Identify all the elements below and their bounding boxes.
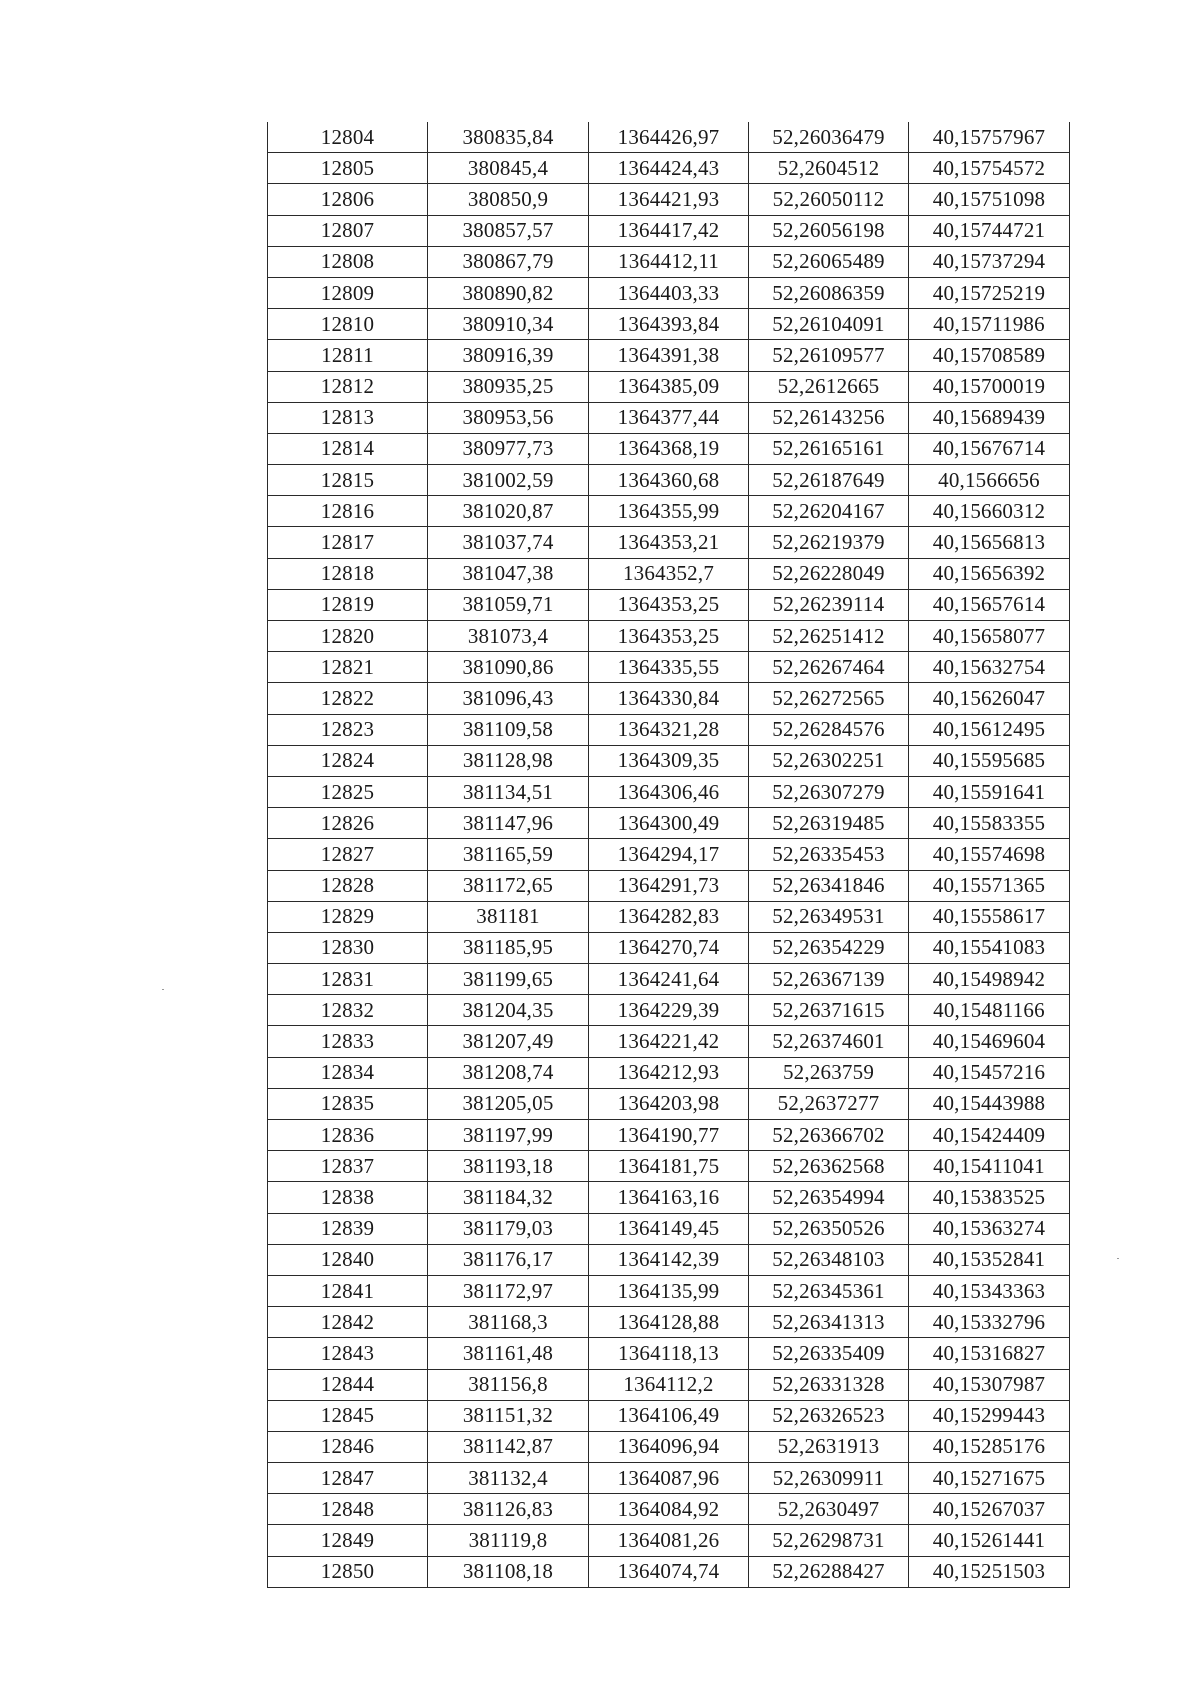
- table-row: [268, 558, 1070, 589]
- latitude-cell: 52,26143256: [749, 402, 909, 433]
- y-coordinate-cell: 1364368,19: [589, 433, 749, 464]
- point-number-cell: 12847: [268, 1463, 428, 1494]
- longitude-cell: 40,15757967: [909, 122, 1070, 153]
- y-coordinate-cell: 1364385,09: [589, 371, 749, 402]
- table-row: [268, 1338, 1070, 1369]
- latitude-cell: 52,26104091: [749, 309, 909, 340]
- point-number-cell: 12843: [268, 1338, 428, 1369]
- x-coordinate-cell: 381126,83: [428, 1494, 589, 1525]
- table-row: [268, 621, 1070, 652]
- table-row: [268, 683, 1070, 714]
- table-row: [268, 122, 1070, 153]
- y-coordinate-cell: 1364135,99: [589, 1275, 749, 1306]
- latitude-cell: 52,26272565: [749, 683, 909, 714]
- x-coordinate-cell: 381168,3: [428, 1307, 589, 1338]
- y-coordinate-cell: 1364221,42: [589, 1026, 749, 1057]
- latitude-cell: 52,26341313: [749, 1307, 909, 1338]
- longitude-cell: 40,15754572: [909, 153, 1070, 184]
- x-coordinate-cell: 380977,73: [428, 433, 589, 464]
- table-row: [268, 589, 1070, 620]
- y-coordinate-cell: 1364306,46: [589, 776, 749, 807]
- point-number-cell: 12841: [268, 1275, 428, 1306]
- x-coordinate-cell: 381059,71: [428, 589, 589, 620]
- y-coordinate-cell: 1364163,16: [589, 1182, 749, 1213]
- longitude-cell: 40,15271675: [909, 1463, 1070, 1494]
- point-number-cell: 12811: [268, 340, 428, 371]
- latitude-cell: 52,26319485: [749, 808, 909, 839]
- table-row: [268, 402, 1070, 433]
- longitude-cell: 40,15708589: [909, 340, 1070, 371]
- longitude-cell: 40,15411041: [909, 1151, 1070, 1182]
- point-number-cell: 12814: [268, 433, 428, 464]
- y-coordinate-cell: 1364142,39: [589, 1244, 749, 1275]
- y-coordinate-cell: 1364294,17: [589, 839, 749, 870]
- y-coordinate-cell: 1364421,93: [589, 184, 749, 215]
- table-row: [268, 1275, 1070, 1306]
- latitude-cell: 52,26284576: [749, 714, 909, 745]
- x-coordinate-cell: 381128,98: [428, 745, 589, 776]
- longitude-cell: 40,15583355: [909, 808, 1070, 839]
- y-coordinate-cell: 1364229,39: [589, 995, 749, 1026]
- latitude-cell: 52,2637277: [749, 1088, 909, 1119]
- longitude-cell: 40,15299443: [909, 1400, 1070, 1431]
- x-coordinate-cell: 380935,25: [428, 371, 589, 402]
- x-coordinate-cell: 380857,57: [428, 215, 589, 246]
- latitude-cell: 52,26354229: [749, 932, 909, 963]
- table-row: [268, 1369, 1070, 1400]
- x-coordinate-cell: 381142,87: [428, 1431, 589, 1462]
- longitude-cell: 40,15737294: [909, 246, 1070, 277]
- point-number-cell: 12808: [268, 246, 428, 277]
- longitude-cell: 40,15443988: [909, 1088, 1070, 1119]
- table-row: [268, 153, 1070, 184]
- table-row: [268, 995, 1070, 1026]
- y-coordinate-cell: 1364321,28: [589, 714, 749, 745]
- latitude-cell: 52,26219379: [749, 527, 909, 558]
- table-row: [268, 465, 1070, 496]
- longitude-cell: 40,15457216: [909, 1057, 1070, 1088]
- y-coordinate-cell: 1364181,75: [589, 1151, 749, 1182]
- point-number-cell: 12813: [268, 402, 428, 433]
- table-row: [268, 1494, 1070, 1525]
- y-coordinate-cell: 1364424,43: [589, 153, 749, 184]
- point-number-cell: 12831: [268, 964, 428, 995]
- latitude-cell: 52,26228049: [749, 558, 909, 589]
- y-coordinate-cell: 1364118,13: [589, 1338, 749, 1369]
- x-coordinate-cell: 380850,9: [428, 184, 589, 215]
- x-coordinate-cell: 380867,79: [428, 246, 589, 277]
- point-number-cell: 12828: [268, 870, 428, 901]
- longitude-cell: 40,15676714: [909, 433, 1070, 464]
- point-number-cell: 12834: [268, 1057, 428, 1088]
- x-coordinate-cell: 380953,56: [428, 402, 589, 433]
- x-coordinate-cell: 380916,39: [428, 340, 589, 371]
- longitude-cell: 40,15316827: [909, 1338, 1070, 1369]
- y-coordinate-cell: 1364190,77: [589, 1120, 749, 1151]
- y-coordinate-cell: 1364112,2: [589, 1369, 749, 1400]
- table-row: [268, 371, 1070, 402]
- x-coordinate-cell: 380835,84: [428, 122, 589, 153]
- latitude-cell: 52,26367139: [749, 964, 909, 995]
- y-coordinate-cell: 1364270,74: [589, 932, 749, 963]
- point-number-cell: 12842: [268, 1307, 428, 1338]
- point-number-cell: 12835: [268, 1088, 428, 1119]
- point-number-cell: 12816: [268, 496, 428, 527]
- longitude-cell: 40,15558617: [909, 901, 1070, 932]
- point-number-cell: 12848: [268, 1494, 428, 1525]
- latitude-cell: 52,26302251: [749, 745, 909, 776]
- x-coordinate-cell: 381047,38: [428, 558, 589, 589]
- latitude-cell: 52,26335453: [749, 839, 909, 870]
- latitude-cell: 52,26371615: [749, 995, 909, 1026]
- longitude-cell: 40,15574698: [909, 839, 1070, 870]
- x-coordinate-cell: 381020,87: [428, 496, 589, 527]
- latitude-cell: 52,26086359: [749, 277, 909, 308]
- point-number-cell: 12807: [268, 215, 428, 246]
- x-coordinate-cell: 381109,58: [428, 714, 589, 745]
- point-number-cell: 12839: [268, 1213, 428, 1244]
- x-coordinate-cell: 381165,59: [428, 839, 589, 870]
- longitude-cell: 40,15307987: [909, 1369, 1070, 1400]
- latitude-cell: 52,26309911: [749, 1463, 909, 1494]
- table-row: [268, 1182, 1070, 1213]
- table-row: [268, 309, 1070, 340]
- longitude-cell: 40,15595685: [909, 745, 1070, 776]
- longitude-cell: 40,15612495: [909, 714, 1070, 745]
- table-row: [268, 901, 1070, 932]
- y-coordinate-cell: 1364353,21: [589, 527, 749, 558]
- latitude-cell: 52,26288427: [749, 1556, 909, 1587]
- scan-speck: [1117, 1258, 1119, 1259]
- point-number-cell: 12820: [268, 621, 428, 652]
- point-number-cell: 12809: [268, 277, 428, 308]
- y-coordinate-cell: 1364203,98: [589, 1088, 749, 1119]
- table-row: [268, 839, 1070, 870]
- y-coordinate-cell: 1364106,49: [589, 1400, 749, 1431]
- point-number-cell: 12830: [268, 932, 428, 963]
- y-coordinate-cell: 1364403,33: [589, 277, 749, 308]
- point-number-cell: 12829: [268, 901, 428, 932]
- table-row: [268, 184, 1070, 215]
- point-number-cell: 12825: [268, 776, 428, 807]
- table-row: [268, 1057, 1070, 1088]
- latitude-cell: 52,26036479: [749, 122, 909, 153]
- table-row: [268, 1307, 1070, 1338]
- x-coordinate-cell: 381132,4: [428, 1463, 589, 1494]
- table-row: [268, 714, 1070, 745]
- x-coordinate-cell: 380890,82: [428, 277, 589, 308]
- latitude-cell: 52,26056198: [749, 215, 909, 246]
- table-row: [268, 1026, 1070, 1057]
- table-row: [268, 246, 1070, 277]
- y-coordinate-cell: 1364417,42: [589, 215, 749, 246]
- point-number-cell: 12840: [268, 1244, 428, 1275]
- x-coordinate-cell: 381181: [428, 901, 589, 932]
- y-coordinate-cell: 1364128,88: [589, 1307, 749, 1338]
- x-coordinate-cell: 381037,74: [428, 527, 589, 558]
- latitude-cell: 52,26341846: [749, 870, 909, 901]
- x-coordinate-cell: 381151,32: [428, 1400, 589, 1431]
- y-coordinate-cell: 1364087,96: [589, 1463, 749, 1494]
- y-coordinate-cell: 1364241,64: [589, 964, 749, 995]
- point-number-cell: 12815: [268, 465, 428, 496]
- y-coordinate-cell: 1364074,74: [589, 1556, 749, 1587]
- y-coordinate-cell: 1364084,92: [589, 1494, 749, 1525]
- x-coordinate-cell: 381205,05: [428, 1088, 589, 1119]
- point-number-cell: 12845: [268, 1400, 428, 1431]
- latitude-cell: 52,2630497: [749, 1494, 909, 1525]
- latitude-cell: 52,26267464: [749, 652, 909, 683]
- x-coordinate-cell: 381184,32: [428, 1182, 589, 1213]
- point-number-cell: 12812: [268, 371, 428, 402]
- point-number-cell: 12806: [268, 184, 428, 215]
- table-row: [268, 215, 1070, 246]
- longitude-cell: 40,15689439: [909, 402, 1070, 433]
- point-number-cell: 12846: [268, 1431, 428, 1462]
- longitude-cell: 40,15751098: [909, 184, 1070, 215]
- longitude-cell: 40,15744721: [909, 215, 1070, 246]
- scan-speck: [162, 989, 164, 990]
- point-number-cell: 12821: [268, 652, 428, 683]
- y-coordinate-cell: 1364355,99: [589, 496, 749, 527]
- table-row: [268, 1120, 1070, 1151]
- coordinates-table-body: [268, 122, 1070, 1587]
- y-coordinate-cell: 1364096,94: [589, 1431, 749, 1462]
- table-row: [268, 496, 1070, 527]
- longitude-cell: 40,15660312: [909, 496, 1070, 527]
- longitude-cell: 40,15285176: [909, 1431, 1070, 1462]
- x-coordinate-cell: 381193,18: [428, 1151, 589, 1182]
- latitude-cell: 52,26298731: [749, 1525, 909, 1556]
- x-coordinate-cell: 381134,51: [428, 776, 589, 807]
- longitude-cell: 40,15711986: [909, 309, 1070, 340]
- point-number-cell: 12810: [268, 309, 428, 340]
- table-row: [268, 433, 1070, 464]
- table-row: [268, 652, 1070, 683]
- y-coordinate-cell: 1364353,25: [589, 621, 749, 652]
- latitude-cell: 52,26350526: [749, 1213, 909, 1244]
- x-coordinate-cell: 380910,34: [428, 309, 589, 340]
- y-coordinate-cell: 1364330,84: [589, 683, 749, 714]
- y-coordinate-cell: 1364426,97: [589, 122, 749, 153]
- y-coordinate-cell: 1364360,68: [589, 465, 749, 496]
- x-coordinate-cell: 381185,95: [428, 932, 589, 963]
- y-coordinate-cell: 1364393,84: [589, 309, 749, 340]
- latitude-cell: 52,2612665: [749, 371, 909, 402]
- longitude-cell: 40,15700019: [909, 371, 1070, 402]
- table-row: [268, 1431, 1070, 1462]
- y-coordinate-cell: 1364282,83: [589, 901, 749, 932]
- table-row: [268, 527, 1070, 558]
- longitude-cell: 40,15343363: [909, 1275, 1070, 1306]
- point-number-cell: 12824: [268, 745, 428, 776]
- y-coordinate-cell: 1364300,49: [589, 808, 749, 839]
- longitude-cell: 40,15725219: [909, 277, 1070, 308]
- x-coordinate-cell: 381197,99: [428, 1120, 589, 1151]
- y-coordinate-cell: 1364353,25: [589, 589, 749, 620]
- x-coordinate-cell: 381073,4: [428, 621, 589, 652]
- y-coordinate-cell: 1364291,73: [589, 870, 749, 901]
- latitude-cell: 52,26065489: [749, 246, 909, 277]
- table-row: [268, 1151, 1070, 1182]
- x-coordinate-cell: 381096,43: [428, 683, 589, 714]
- x-coordinate-cell: 381119,8: [428, 1525, 589, 1556]
- latitude-cell: 52,26374601: [749, 1026, 909, 1057]
- longitude-cell: 40,15332796: [909, 1307, 1070, 1338]
- x-coordinate-cell: 381207,49: [428, 1026, 589, 1057]
- table-row: [268, 964, 1070, 995]
- x-coordinate-cell: 381156,8: [428, 1369, 589, 1400]
- table-row: [268, 1088, 1070, 1119]
- table-row: [268, 340, 1070, 371]
- longitude-cell: 40,15632754: [909, 652, 1070, 683]
- point-number-cell: 12827: [268, 839, 428, 870]
- y-coordinate-cell: 1364391,38: [589, 340, 749, 371]
- table-row: [268, 745, 1070, 776]
- longitude-cell: 40,15261441: [909, 1525, 1070, 1556]
- longitude-cell: 40,15383525: [909, 1182, 1070, 1213]
- table-row: [268, 870, 1070, 901]
- point-number-cell: 12849: [268, 1525, 428, 1556]
- coordinates-table: [267, 122, 1070, 1588]
- point-number-cell: 12817: [268, 527, 428, 558]
- longitude-cell: 40,15626047: [909, 683, 1070, 714]
- latitude-cell: 52,26366702: [749, 1120, 909, 1151]
- longitude-cell: 40,15656392: [909, 558, 1070, 589]
- longitude-cell: 40,15251503: [909, 1556, 1070, 1587]
- x-coordinate-cell: 381161,48: [428, 1338, 589, 1369]
- y-coordinate-cell: 1364149,45: [589, 1213, 749, 1244]
- longitude-cell: 40,15363274: [909, 1213, 1070, 1244]
- longitude-cell: 40,15658077: [909, 621, 1070, 652]
- latitude-cell: 52,2604512: [749, 153, 909, 184]
- table-row: [268, 1463, 1070, 1494]
- latitude-cell: 52,2631913: [749, 1431, 909, 1462]
- y-coordinate-cell: 1364212,93: [589, 1057, 749, 1088]
- latitude-cell: 52,26331328: [749, 1369, 909, 1400]
- point-number-cell: 12833: [268, 1026, 428, 1057]
- latitude-cell: 52,26348103: [749, 1244, 909, 1275]
- point-number-cell: 12804: [268, 122, 428, 153]
- y-coordinate-cell: 1364081,26: [589, 1525, 749, 1556]
- latitude-cell: 52,26307279: [749, 776, 909, 807]
- table-row: [268, 1213, 1070, 1244]
- latitude-cell: 52,26204167: [749, 496, 909, 527]
- longitude-cell: 40,15469604: [909, 1026, 1070, 1057]
- latitude-cell: 52,26362568: [749, 1151, 909, 1182]
- x-coordinate-cell: 381172,97: [428, 1275, 589, 1306]
- longitude-cell: 40,15352841: [909, 1244, 1070, 1275]
- x-coordinate-cell: 381176,17: [428, 1244, 589, 1275]
- longitude-cell: 40,15541083: [909, 932, 1070, 963]
- y-coordinate-cell: 1364309,35: [589, 745, 749, 776]
- latitude-cell: 52,26165161: [749, 433, 909, 464]
- x-coordinate-cell: 381204,35: [428, 995, 589, 1026]
- longitude-cell: 40,15267037: [909, 1494, 1070, 1525]
- longitude-cell: 40,15657614: [909, 589, 1070, 620]
- point-number-cell: 12838: [268, 1182, 428, 1213]
- point-number-cell: 12826: [268, 808, 428, 839]
- longitude-cell: 40,15591641: [909, 776, 1070, 807]
- latitude-cell: 52,263759: [749, 1057, 909, 1088]
- y-coordinate-cell: 1364377,44: [589, 402, 749, 433]
- latitude-cell: 52,26345361: [749, 1275, 909, 1306]
- latitude-cell: 52,26349531: [749, 901, 909, 932]
- table-row: [268, 1244, 1070, 1275]
- x-coordinate-cell: 381108,18: [428, 1556, 589, 1587]
- x-coordinate-cell: 381199,65: [428, 964, 589, 995]
- latitude-cell: 52,26326523: [749, 1400, 909, 1431]
- table-row: [268, 776, 1070, 807]
- table-row: [268, 277, 1070, 308]
- latitude-cell: 52,26251412: [749, 621, 909, 652]
- x-coordinate-cell: 381147,96: [428, 808, 589, 839]
- longitude-cell: 40,15481166: [909, 995, 1070, 1026]
- latitude-cell: 52,26050112: [749, 184, 909, 215]
- longitude-cell: 40,15571365: [909, 870, 1070, 901]
- y-coordinate-cell: 1364412,11: [589, 246, 749, 277]
- point-number-cell: 12822: [268, 683, 428, 714]
- longitude-cell: 40,15656813: [909, 527, 1070, 558]
- y-coordinate-cell: 1364335,55: [589, 652, 749, 683]
- point-number-cell: 12850: [268, 1556, 428, 1587]
- x-coordinate-cell: 381090,86: [428, 652, 589, 683]
- x-coordinate-cell: 381179,03: [428, 1213, 589, 1244]
- latitude-cell: 52,26239114: [749, 589, 909, 620]
- table-row: [268, 932, 1070, 963]
- point-number-cell: 12805: [268, 153, 428, 184]
- point-number-cell: 12819: [268, 589, 428, 620]
- x-coordinate-cell: 381002,59: [428, 465, 589, 496]
- y-coordinate-cell: 1364352,7: [589, 558, 749, 589]
- point-number-cell: 12823: [268, 714, 428, 745]
- latitude-cell: 52,26187649: [749, 465, 909, 496]
- table-row: [268, 808, 1070, 839]
- latitude-cell: 52,26354994: [749, 1182, 909, 1213]
- point-number-cell: 12818: [268, 558, 428, 589]
- table-row: [268, 1400, 1070, 1431]
- latitude-cell: 52,26109577: [749, 340, 909, 371]
- point-number-cell: 12837: [268, 1151, 428, 1182]
- point-number-cell: 12836: [268, 1120, 428, 1151]
- point-number-cell: 12844: [268, 1369, 428, 1400]
- x-coordinate-cell: 381208,74: [428, 1057, 589, 1088]
- x-coordinate-cell: 381172,65: [428, 870, 589, 901]
- table-row: [268, 1525, 1070, 1556]
- longitude-cell: 40,15498942: [909, 964, 1070, 995]
- longitude-cell: 40,1566656: [909, 465, 1070, 496]
- x-coordinate-cell: 380845,4: [428, 153, 589, 184]
- latitude-cell: 52,26335409: [749, 1338, 909, 1369]
- point-number-cell: 12832: [268, 995, 428, 1026]
- longitude-cell: 40,15424409: [909, 1120, 1070, 1151]
- table-row: [268, 1556, 1070, 1587]
